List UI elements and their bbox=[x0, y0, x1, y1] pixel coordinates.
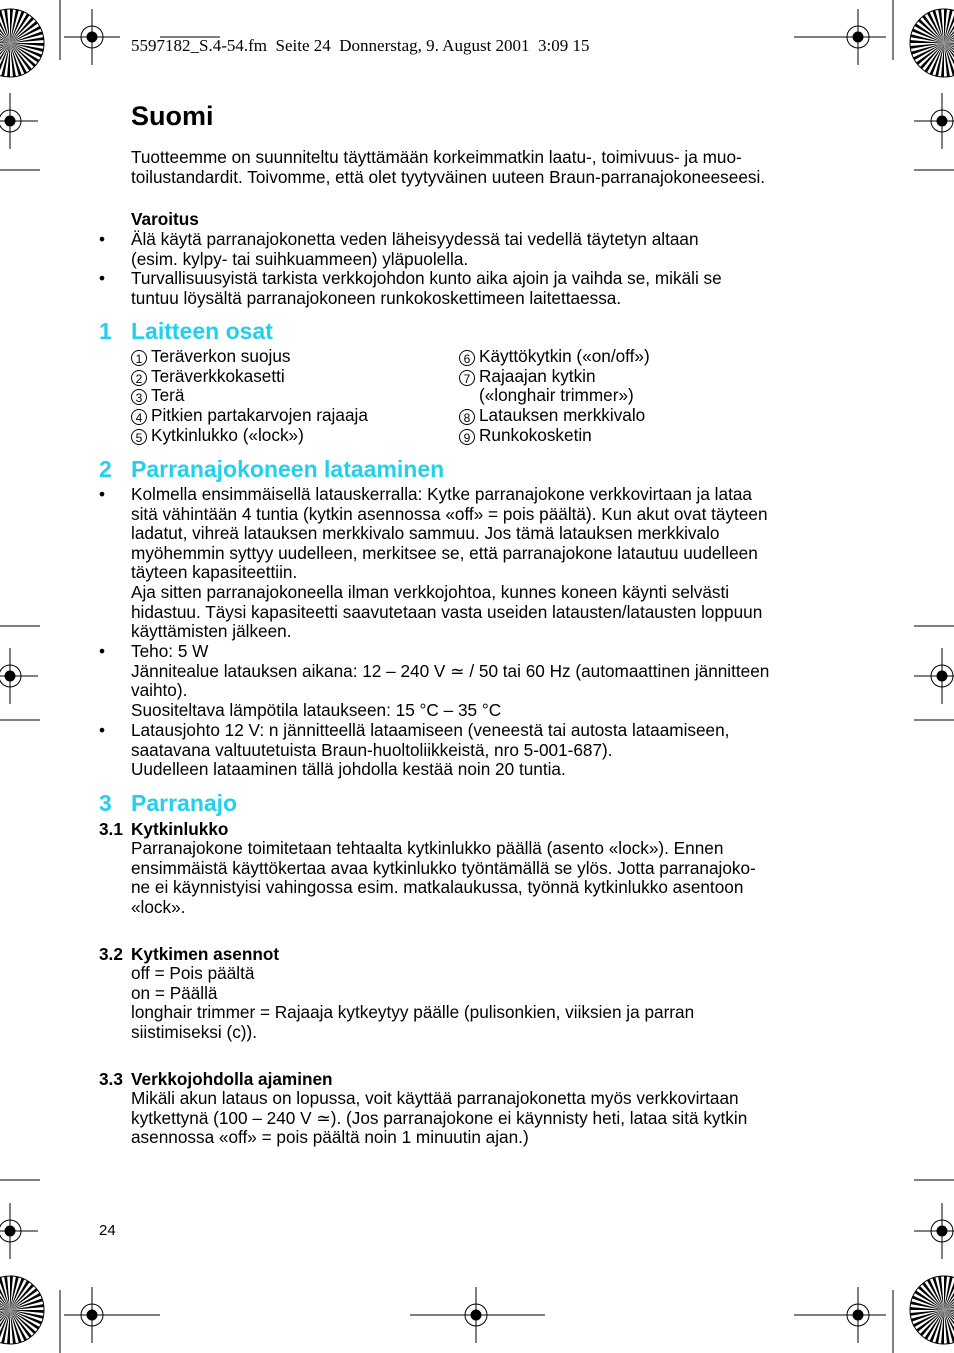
registration-cross-icon bbox=[914, 1203, 954, 1259]
section-title: Parranajo bbox=[131, 790, 238, 816]
registration-cross-icon bbox=[448, 1287, 504, 1343]
part-label: Teräverkkokasetti bbox=[151, 365, 285, 386]
registration-cross-icon bbox=[0, 1203, 38, 1259]
text-line: off = Pois päältä bbox=[131, 963, 255, 983]
page-title: Suomi bbox=[131, 101, 214, 131]
text-line: Mikäli akun lataus on lopussa, voit käyttää parranajokonetta myös verkkovirtaan bbox=[131, 1088, 739, 1108]
text-line: Aja sitten parranajokoneella ilman verkkojohtoa, kunnes koneen käynti selvästi bbox=[131, 581, 730, 602]
warning-bullet-line: tuntuu löysältä parranajokoneen runkokoskettimeen laitettaessa. bbox=[131, 287, 622, 308]
text-line: Jännitealue latauksen aikana: 12 – 240 V ≃ / 50 tai 60 Hz (automaattinen jännitteen bbox=[131, 660, 770, 681]
text-line: hidastuu. Täysi kapasiteetti saavutetaan vasta useiden latausten/latausten loppuun bbox=[131, 601, 763, 622]
subsection-number: 3.2 bbox=[99, 944, 123, 964]
part-label: Kytkinlukko («lock») bbox=[151, 424, 304, 445]
text-line: Uudelleen lataaminen tällä johdolla kestää noin 20 tuntia. bbox=[131, 759, 566, 780]
warning-bullet-line: Turvallisuusyistä tarkista verkkojohdon kunto aika ajoin ja vaihda se, mikäli se bbox=[131, 268, 722, 288]
text-line: saatavana valtuutetuista Braun-huoltoliikkeistä, nro 5-001-687). bbox=[131, 739, 613, 760]
text-line: Latausjohto 12 V: n jännitteellä lataamiseen (veneestä tai autosta lataamiseen, bbox=[131, 720, 730, 740]
part-label: Rajaajan kytkin bbox=[479, 365, 596, 386]
part-number-circle: 1 bbox=[131, 350, 147, 366]
section-number: 1 bbox=[99, 318, 112, 344]
part-label: Teräverkon suojus bbox=[151, 346, 291, 366]
section-title: Parranajokoneen lataaminen bbox=[131, 456, 445, 482]
section-number: 3 bbox=[99, 790, 112, 816]
part-label: Terä bbox=[151, 385, 185, 406]
text-line: Suositeltava lämpötila lataukseen: 15 °C – 35 °C bbox=[131, 699, 502, 720]
part-label: Käyttökytkin («on/off») bbox=[479, 346, 650, 366]
starburst-mark-icon bbox=[0, 9, 44, 77]
text-line: ladatut, vihreä latauksen merkkivalo sammuu. Jos tämä latauksen merkkivalo bbox=[131, 523, 720, 544]
text-line: vaihto). bbox=[131, 680, 188, 701]
text-line: longhair trimmer = Rajaaja kytkeytyy päälle (pulisonkien, viiksien ja parran bbox=[131, 1002, 695, 1023]
registration-cross-icon bbox=[914, 93, 954, 149]
part-label: Runkokosketin bbox=[479, 424, 592, 445]
subsection-number: 3.1 bbox=[99, 819, 123, 839]
starburst-mark-icon bbox=[910, 9, 954, 77]
intro-line: toilustandardit. Toivomme, että olet tyytyväinen uuteen Braun-parranajokoneeseesi. bbox=[131, 166, 766, 187]
text-line: on = Päällä bbox=[131, 982, 218, 1003]
text-line: myöhemmin syttyy uudelleen, merkitsee se, että parranajokone latautuu uudelleen bbox=[131, 542, 758, 563]
bullet-dot: • bbox=[99, 268, 106, 288]
file-info-header: 5597182_S.4-54.fm Seite 24 Donnerstag, 9. August 2001 3:09 15 bbox=[131, 36, 590, 55]
subsection-number: 3.3 bbox=[99, 1069, 123, 1089]
warning-title: Varoitus bbox=[131, 209, 199, 229]
registration-cross-icon bbox=[0, 93, 38, 149]
starburst-mark-icon bbox=[0, 1276, 44, 1344]
text-line: «lock». bbox=[131, 896, 186, 917]
bullet-dot: • bbox=[99, 641, 106, 661]
registration-cross-icon bbox=[914, 648, 954, 704]
part-number-circle: 3 bbox=[131, 389, 147, 405]
text-line: ensimmäistä käyttökertaa avaa kytkinlukko työntämällä se ylös. Jotta parranajoko- bbox=[131, 857, 756, 878]
bullet-dot: • bbox=[99, 229, 106, 249]
subsection-title: Verkkojohdolla ajaminen bbox=[131, 1069, 333, 1089]
part-number-circle: 7 bbox=[459, 370, 475, 386]
section-title: Laitteen osat bbox=[131, 318, 273, 344]
section-number: 2 bbox=[99, 456, 112, 482]
bullet-dot: • bbox=[99, 720, 106, 740]
text-line: asennossa «off» = pois päältä noin 1 minuutin ajan.) bbox=[131, 1127, 529, 1148]
intro-line: Tuotteemme on suunniteltu täyttämään korkeimmatkin laatu-, toimivuus- ja muo- bbox=[131, 147, 742, 167]
subsection-title: Kytkinlukko bbox=[131, 819, 229, 839]
text-line: Parranajokone toimitetaan tehtaalta kytkinlukko päällä (asento «lock»). Ennen bbox=[131, 838, 724, 858]
text-line: sitä vähintään 4 tuntia (kytkin asennossa «off» = pois päältä). Kun akut ovat täyteen bbox=[131, 503, 768, 524]
part-number-circle: 2 bbox=[131, 370, 147, 386]
part-label: Pitkien partakarvojen rajaaja bbox=[151, 405, 368, 426]
part-number-circle: 8 bbox=[459, 409, 475, 425]
subsection-title: Kytkimen asennot bbox=[131, 944, 280, 964]
part-label: Latauksen merkkivalo bbox=[479, 405, 646, 426]
page-number: 24 bbox=[99, 1222, 116, 1239]
text-line: täyteen kapasiteettiin. bbox=[131, 562, 298, 583]
part-number-circle: 9 bbox=[459, 429, 475, 445]
text-line: kytkettynä (100 – 240 V ≃). (Jos parranajokone ei käynnisty heti, lataa sitä kytkin bbox=[131, 1107, 748, 1128]
text-line: siistimiseksi (c)). bbox=[131, 1021, 258, 1042]
part-label: («longhair trimmer») bbox=[479, 385, 634, 406]
text-line: Teho: 5 W bbox=[131, 641, 209, 661]
part-number-circle: 4 bbox=[131, 409, 147, 425]
registration-cross-icon bbox=[0, 648, 38, 704]
starburst-mark-icon bbox=[910, 1276, 954, 1344]
part-number-circle: 6 bbox=[459, 350, 475, 366]
text-line: ne ei käynnistyisi vahingossa esim. matkalaukussa, työnnä kytkinlukko asentoon bbox=[131, 877, 744, 898]
warning-bullet-line: (esim. kylpy- tai suihkuammeen) yläpuolella. bbox=[131, 248, 469, 269]
bullet-dot: • bbox=[99, 484, 106, 504]
registration-cross-icon bbox=[64, 9, 120, 65]
part-number-circle: 5 bbox=[131, 429, 147, 445]
warning-bullet-line: Älä käytä parranajokonetta veden läheisyydessä tai vedellä täytetyn altaan bbox=[131, 229, 699, 249]
text-line: käyttämisten jälkeen. bbox=[131, 621, 292, 642]
text-line: Kolmella ensimmäisellä latauskerralla: Kytke parranajokone verkkovirtaan ja lataa bbox=[131, 484, 752, 504]
